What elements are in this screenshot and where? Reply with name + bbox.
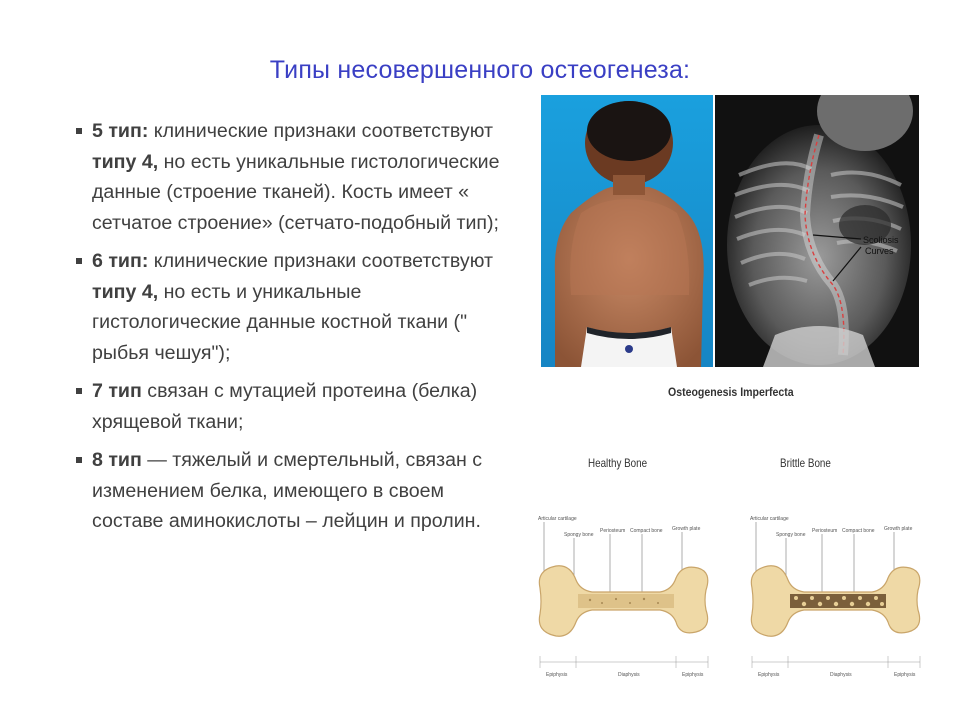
bone-part-label: Compact bone [842,528,875,534]
bone-region-label: Epiphysis [894,672,916,678]
bone-part-label: Periosteum [600,528,626,534]
bullet-text: — тяжелый и смертельный, связан с изменением белка, имеющего в своем составе аминокислоты – лейцин и пролин. [92,449,483,532]
bullet-text: связан с мутацией протеина (белка) хрящевой ткани; [92,380,478,433]
bullet-type-7 [74,376,504,437]
bone-part-label: Spongy bone [564,532,594,538]
healthy-bone-label: Healthy Bone [588,456,648,470]
healthy-bone-drawing [538,516,708,678]
bone-region-label: Diaphysis [618,672,640,678]
brittle-bone-label: Brittle Bone [780,456,831,470]
bullet-square-icon [76,128,82,134]
bullet-text: клинические признаки соответствуют [148,120,493,142]
bone-region-label: Diaphysis [830,672,852,678]
bullet-text: но есть и уникальные гистологические данные костной ткани (" рыбья чешуя"); [92,280,468,364]
bone-part-label: Growth plate [884,526,913,532]
diagram-caption: Osteogenesis Imperfecta [668,385,794,399]
bullet-type-5 [74,116,504,238]
brittle-bone-drawing [750,516,920,678]
bullet-square-icon [76,457,82,463]
bone-region-label: Epiphysis [546,672,568,678]
type-reference: типу 4, [92,280,159,303]
bullet-type-6 [74,246,504,368]
bone-region-label: Epiphysis [682,672,704,678]
child-back-photo [541,95,713,367]
type-label: 5 тип: [92,120,149,142]
bullet-text: клинические признаки соответствуют [148,250,493,272]
type-reference: типу 4, [92,150,159,173]
slide-title: Типы несовершенного остеогенеза: [269,56,691,84]
type-label: 7 тип [92,380,142,402]
bullet-text: но есть уникальные гистологические данные (строение тканей). Кость имеет « сетчатое строение» (сетчато-подобный тип); [92,150,500,234]
scoliosis-label: Scoliosis [863,235,899,245]
scoliosis-xray-image [715,95,919,367]
bone-part-label: Periosteum [812,528,838,534]
curves-label: Curves [865,246,894,256]
bullet-type-8 [74,445,504,537]
bullet-list [74,116,504,545]
type-label: 6 тип: [92,250,149,272]
bone-part-label: Growth plate [672,526,701,532]
bullet-square-icon [76,388,82,394]
bone-part-label: Spongy bone [776,532,806,538]
bone-part-label: Articular cartilage [538,516,577,522]
bullet-square-icon [76,258,82,264]
bone-part-label: Compact bone [630,528,663,534]
bone-comparison-diagram [530,510,930,710]
bone-region-label: Epiphysis [758,672,780,678]
type-label: 8 тип [92,449,142,471]
bone-part-label: Articular cartilage [750,516,789,522]
